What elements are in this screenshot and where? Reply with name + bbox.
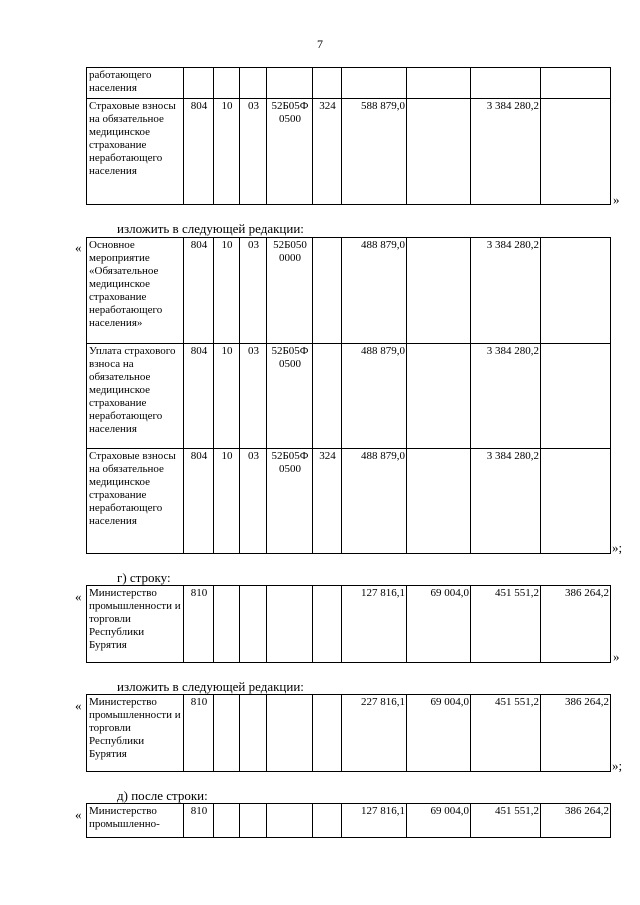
table-row xyxy=(87,99,611,205)
amount-1: 127 816,1 xyxy=(342,586,407,663)
amount-2 xyxy=(407,238,471,344)
expense-type-code xyxy=(313,68,342,99)
target-article-code xyxy=(267,68,313,99)
grbs-code xyxy=(184,68,214,99)
budget-table-1 xyxy=(86,67,611,205)
paragraph-text: д) после строки: xyxy=(117,788,208,803)
row-name: Министерство промышленности и торговли Республики Бурятия xyxy=(87,586,184,663)
open-quote: « xyxy=(75,240,82,255)
table-row xyxy=(87,586,611,663)
row-name: Министерство промышленности и торговли Республики Бурятия xyxy=(87,695,184,772)
paragraph-text: изложить в следующей редакции: xyxy=(117,221,304,236)
budget-table-2 xyxy=(86,237,611,554)
subsection-code xyxy=(240,68,267,99)
amount-3 xyxy=(471,68,541,99)
subsection-code: 03 xyxy=(240,238,267,344)
section-code: 10 xyxy=(214,99,240,205)
amount-4 xyxy=(541,68,611,99)
amount-4 xyxy=(541,238,611,344)
amount-1: 588 879,0 xyxy=(342,99,407,205)
table-row xyxy=(87,68,611,99)
amount-3: 3 384 280,2 xyxy=(471,449,541,554)
amount-3: 451 551,2 xyxy=(471,804,541,838)
section-code: 10 xyxy=(214,344,240,449)
amount-2: 69 004,0 xyxy=(407,586,471,663)
subsection-code xyxy=(240,804,267,838)
target-article-code xyxy=(267,695,313,772)
row-name: Страховые взносы на обязательное медицинское страхование неработающего населения xyxy=(87,449,184,554)
row-name: Основное мероприятие «Обязательное медицинское страхование неработающего населения» xyxy=(87,238,184,344)
amount-2 xyxy=(407,99,471,205)
close-quote: »; xyxy=(612,540,623,555)
table-row xyxy=(87,449,611,554)
section-code xyxy=(214,586,240,663)
close-quote: » xyxy=(613,649,620,664)
row-name: работающего населения xyxy=(87,68,184,99)
target-article-code: 52Б05Ф 0500 xyxy=(267,449,313,554)
amount-2 xyxy=(407,344,471,449)
amount-3: 451 551,2 xyxy=(471,586,541,663)
grbs-code: 804 xyxy=(184,99,214,205)
grbs-code: 804 xyxy=(184,344,214,449)
amount-1: 488 879,0 xyxy=(342,449,407,554)
subsection-code: 03 xyxy=(240,449,267,554)
table-row xyxy=(87,344,611,449)
amount-3: 3 384 280,2 xyxy=(471,238,541,344)
budget-table-4 xyxy=(86,694,611,772)
amount-2: 69 004,0 xyxy=(407,804,471,838)
paragraph-text: изложить в следующей редакции: xyxy=(117,679,304,694)
expense-type-code xyxy=(313,238,342,344)
target-article-code: 52Б050 0000 xyxy=(267,238,313,344)
table-row xyxy=(87,804,611,838)
expense-type-code xyxy=(313,804,342,838)
section-code xyxy=(214,804,240,838)
expense-type-code xyxy=(313,344,342,449)
expense-type-code xyxy=(313,695,342,772)
subsection-code: 03 xyxy=(240,344,267,449)
close-quote: »; xyxy=(612,758,623,773)
target-article-code: 52Б05Ф 0500 xyxy=(267,344,313,449)
expense-type-code: 324 xyxy=(313,99,342,205)
subsection-code: 03 xyxy=(240,99,267,205)
amount-4: 386 264,2 xyxy=(541,804,611,838)
amount-4 xyxy=(541,449,611,554)
amount-1: 227 816,1 xyxy=(342,695,407,772)
subsection-code xyxy=(240,695,267,772)
page-number: 7 xyxy=(317,37,323,51)
open-quote: « xyxy=(75,589,82,604)
amount-2 xyxy=(407,449,471,554)
section-code xyxy=(214,695,240,772)
budget-table-5 xyxy=(86,803,611,838)
amount-2 xyxy=(407,68,471,99)
grbs-code: 804 xyxy=(184,238,214,344)
open-quote: « xyxy=(75,698,82,713)
table-row xyxy=(87,238,611,344)
budget-table-3 xyxy=(86,585,611,663)
paragraph-text: г) строку: xyxy=(117,570,171,585)
target-article-code xyxy=(267,804,313,838)
amount-2: 69 004,0 xyxy=(407,695,471,772)
amount-3: 451 551,2 xyxy=(471,695,541,772)
open-quote: « xyxy=(75,807,82,822)
row-name: Уплата страхового взноса на обязательное медицинское страхование неработающего населения xyxy=(87,344,184,449)
section-code: 10 xyxy=(214,449,240,554)
amount-4: 386 264,2 xyxy=(541,695,611,772)
grbs-code: 810 xyxy=(184,695,214,772)
section-code: 10 xyxy=(214,238,240,344)
row-name: Министерство промышленно- xyxy=(87,804,184,838)
expense-type-code: 324 xyxy=(313,449,342,554)
amount-1: 127 816,1 xyxy=(342,804,407,838)
section-code xyxy=(214,68,240,99)
expense-type-code xyxy=(313,586,342,663)
target-article-code: 52Б05Ф 0500 xyxy=(267,99,313,205)
amount-1: 488 879,0 xyxy=(342,238,407,344)
amount-1: 488 879,0 xyxy=(342,344,407,449)
amount-3: 3 384 280,2 xyxy=(471,344,541,449)
close-quote: » xyxy=(613,192,620,207)
subsection-code xyxy=(240,586,267,663)
amount-3: 3 384 280,2 xyxy=(471,99,541,205)
amount-4: 386 264,2 xyxy=(541,586,611,663)
grbs-code: 810 xyxy=(184,586,214,663)
amount-1 xyxy=(342,68,407,99)
target-article-code xyxy=(267,586,313,663)
amount-4 xyxy=(541,99,611,205)
grbs-code: 810 xyxy=(184,804,214,838)
grbs-code: 804 xyxy=(184,449,214,554)
table-row xyxy=(87,695,611,772)
amount-4 xyxy=(541,344,611,449)
row-name: Страховые взносы на обязательное медицинское страхование неработающего населения xyxy=(87,99,184,205)
